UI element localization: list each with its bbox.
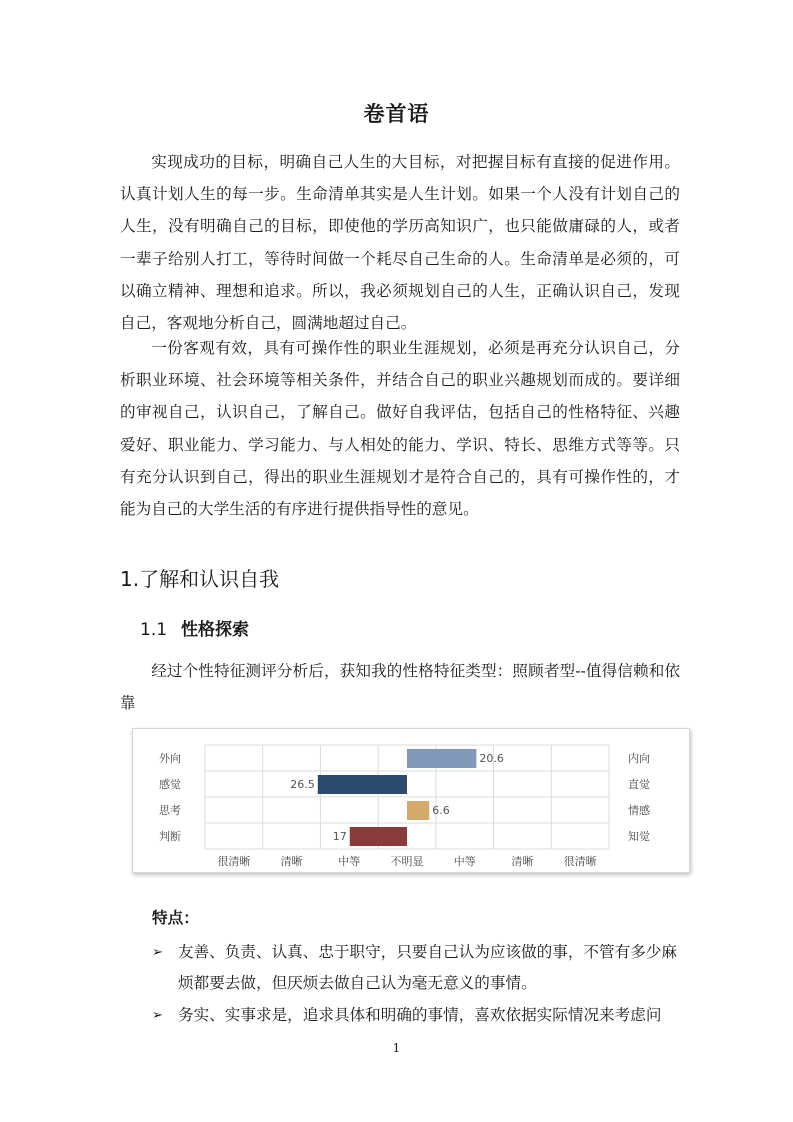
bar-value-label: 20.6	[479, 752, 504, 765]
subsection-heading	[140, 615, 249, 640]
feature-bullet	[152, 1000, 692, 1031]
feature-bullet	[152, 937, 692, 999]
feature-bullet-text: 务实、实事求是，追求具体和明确的事情，喜欢依据实际情况来考虑问	[178, 1006, 662, 1024]
x-tick-label: 很清晰	[563, 855, 597, 868]
left-trait-label: 思考	[159, 804, 181, 817]
left-trait-label: 外向	[159, 752, 181, 765]
bar-value-label: 26.5	[290, 778, 315, 791]
page-title: 卷首语	[363, 102, 430, 126]
bar-value-label: 6.6	[432, 804, 450, 817]
chart-bar	[407, 749, 476, 768]
paragraph-2: 一份客观有效，具有可操作性的职业生涯规划，必须是再充分认识自己，分析职业环境、社会环境等相关条件，并结合自己的职业兴趣规划而成的。要详细的审视自己，认识自己，了解自己。做好自我评估，包括自己的性格特征、兴趣爱好、职业能力、学习能力、与人相处的能力、学识、特长、思维方式等等。只有充分认识到自己，得出的职业生涯规划才是符合自己的，具有可操作性的，才能为自己的大学生活的有序进行提供指导性的意见。	[120, 339, 680, 519]
x-tick-label: 很清晰	[217, 855, 251, 868]
right-trait-label: 直觉	[628, 778, 650, 791]
x-tick-label: 清晰	[511, 855, 534, 868]
page-number: 1	[392, 1041, 401, 1055]
subsection-label: 性格探索	[181, 620, 250, 640]
features-label: 特点：	[152, 909, 199, 927]
section-heading: 1.了解和认识自我	[120, 567, 280, 591]
right-trait-label: 内向	[628, 752, 650, 765]
right-trait-label: 情感	[628, 804, 650, 817]
right-trait-label: 知觉	[628, 830, 650, 843]
left-trait-label: 感觉	[159, 778, 181, 791]
chart-svg	[133, 729, 689, 872]
x-tick-label: 中等	[338, 855, 361, 868]
subsection-number: 1.1	[140, 620, 168, 640]
left-trait-label: 判断	[159, 830, 181, 843]
personality-intro: 经过个性特征测评分析后，获知我的性格特征类型：照顾者型--值得信赖和依靠	[120, 662, 680, 713]
x-tick-label: 不明显	[390, 855, 424, 868]
chart-bar	[318, 775, 407, 794]
bar-value-label: 17	[332, 830, 347, 843]
arrow-bullet-icon: ➢	[152, 945, 163, 960]
chart-bar	[407, 801, 429, 820]
arrow-bullet-icon: ➢	[152, 1008, 163, 1023]
paragraph-1: 实现成功的目标，明确自己人生的大目标，对把握目标有直接的促进作用。认真计划人生的每一步。生命清单其实是人生计划。如果一个人没有计划自己的人生，没有明确自己的目标，即使他的学历高知识广，也只能做庸碌的人，或者一辈子给别人打工，等待时间做一个耗尽自己生命的人。生命清单是必须的，可以确立精神、理想和追求。所以，我必须规划自己的人生，正确认识自己，发现自己，客观地分析自己，圆满地超过自己。	[120, 153, 680, 333]
feature-bullet-text: 友善、负责、认真、忠于职守，只要自己认为应该做的事，不管有多少麻烦都要去做，但厌烦去做自己认为毫无意义的事情。	[178, 943, 678, 992]
personality-chart	[132, 728, 690, 873]
x-tick-label: 中等	[453, 855, 476, 868]
x-tick-label: 清晰	[280, 855, 303, 868]
chart-bar	[350, 827, 407, 846]
